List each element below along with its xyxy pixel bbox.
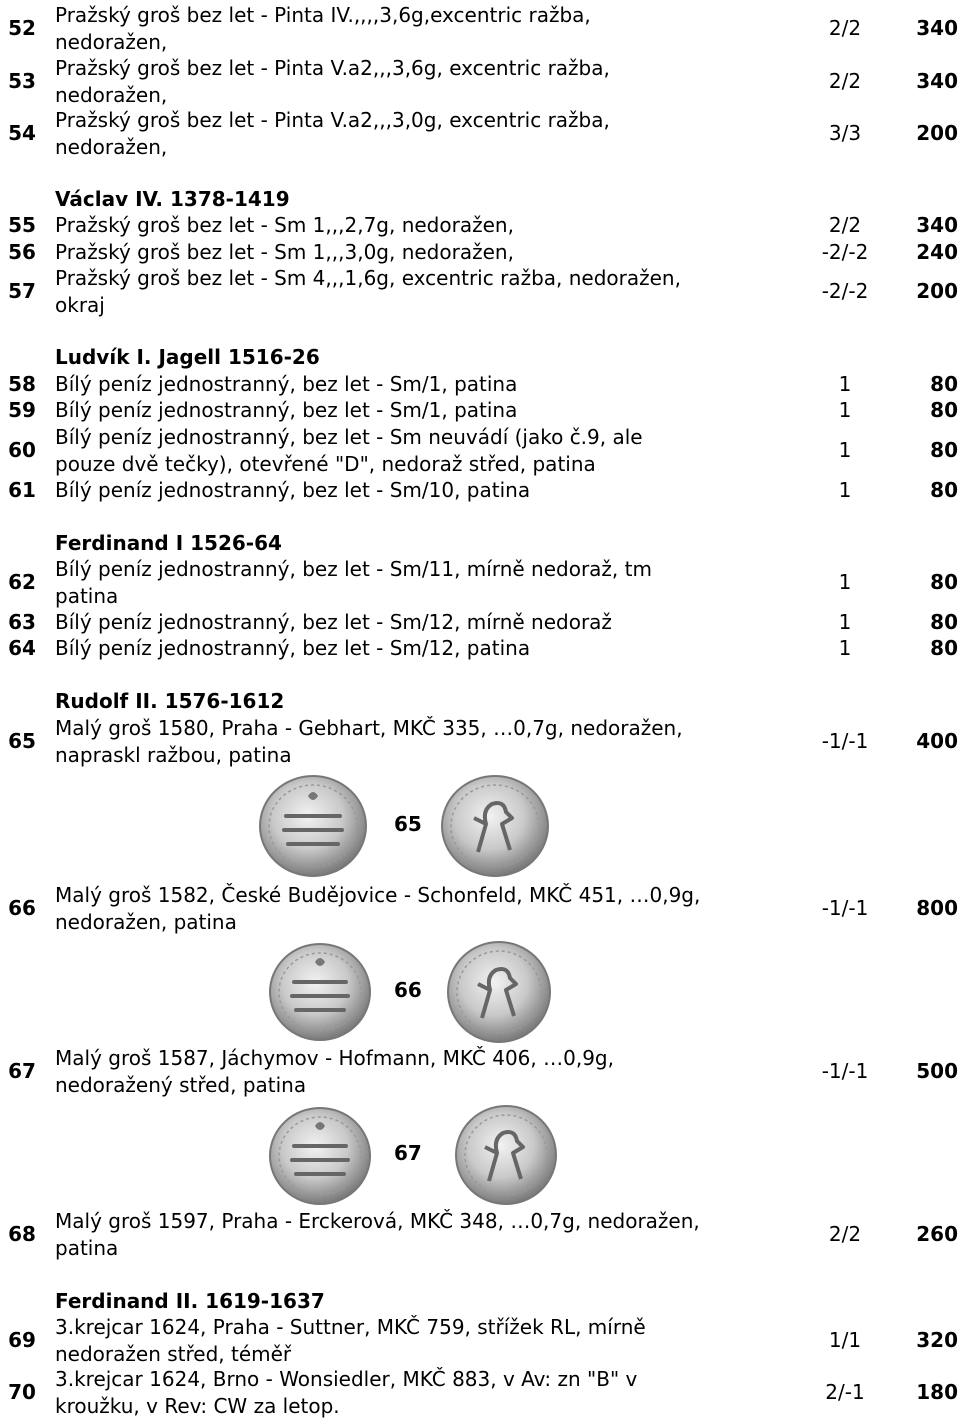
lot-grade: 2/-1 [825,1380,865,1404]
lot-number: 64 [8,636,36,660]
lot-number: 65 [8,729,36,753]
lot-number: 59 [8,398,36,422]
lot-description: Bílý peníz jednostranný, bez let - Sm/12, mírně nedoraž [55,610,612,634]
lot-price: 800 [916,896,958,920]
lot-grade: -1/-1 [821,1059,869,1083]
lot-number: 66 [8,896,36,920]
lot-grade: -1/-1 [821,729,869,753]
lot-description: Malý groš 1582, České Budějovice - Schonfeld, MKČ 451, …0,9g, nedoražen, patina [55,883,701,934]
section-heading-vaclav: Václav IV. 1378-1419 [55,187,290,211]
lot-price: 340 [916,16,958,40]
lot-number: 68 [8,1222,36,1246]
lot-description: Pražský groš bez let - Pinta V.a2,,,3,0g, excentric ražba, nedoražen, [55,108,610,159]
section-heading-ferdinand1: Ferdinand I 1526-64 [55,531,282,555]
lot-price: 180 [916,1380,958,1404]
lot-price: 80 [930,438,958,462]
lot-price: 340 [916,69,958,93]
lot-description: Pražský groš bez let - Sm 4,,,1,6g, excentric ražba, nedoražen, okraj [55,266,681,317]
lot-grade: 2/2 [828,213,862,237]
lot-number: 62 [8,570,36,594]
lot-price: 240 [916,240,958,264]
lot-grade: 1 [838,478,852,502]
lot-number: 67 [8,1059,36,1083]
lot-price: 200 [916,279,958,303]
lot-grade: -2/-2 [821,240,869,264]
lot-description: Bílý peníz jednostranný, bez let - Sm/11, mírně nedoraž, tm patina [55,557,652,608]
lot-grade: 2/2 [828,69,862,93]
lot-number: 53 [8,69,36,93]
lot-price: 400 [916,729,958,753]
lot-number: 61 [8,478,36,502]
photo-label: 67 [394,1141,422,1165]
lot-number: 55 [8,213,36,237]
lot-grade: 1 [838,610,852,634]
photo-label: 65 [394,812,422,836]
lot-price: 500 [916,1059,958,1083]
lot-description: Bílý peníz jednostranný, bez let - Sm/1, patina [55,372,518,396]
lot-grade: 1 [838,372,852,396]
lot-number: 52 [8,16,36,40]
lot-description: 3.krejcar 1624, Brno - Wonsiedler, MKČ 883, v Av: zn "B" v kroužku, v Rev: CW za letop. [55,1367,638,1418]
lot-price: 80 [930,398,958,422]
lot-price: 80 [930,570,958,594]
section-heading-ferdinand2: Ferdinand II. 1619-1637 [55,1289,325,1313]
lot-description: Pražský groš bez let - Sm 1,,,2,7g, nedoražen, [55,213,514,237]
lot-description: Malý groš 1597, Praha - Erckerová, MKČ 348, …0,7g, nedoražen, patina [55,1209,700,1260]
lot-price: 200 [916,121,958,145]
lot-number: 60 [8,438,36,462]
lot-description: Pražský groš bez let - Pinta V.a2,,,3,6g, excentric ražba, nedoražen, [55,56,610,107]
coin-reverse-icon [440,774,550,878]
lot-price: 320 [916,1328,958,1352]
lot-description: Bílý peníz jednostranný, bez let - Sm/12, patina [55,636,531,660]
lot-description: Pražský groš bez let - Sm 1,,,3,0g, nedoražen, [55,240,514,264]
lot-price: 340 [916,213,958,237]
lot-grade: -1/-1 [821,896,869,920]
lot-grade: 1/1 [828,1328,862,1352]
lot-description: Bílý peníz jednostranný, bez let - Sm/1, patina [55,398,518,422]
lot-number: 69 [8,1328,36,1352]
coin-reverse-icon [454,1104,558,1206]
lot-price: 80 [930,636,958,660]
lot-number: 63 [8,610,36,634]
lot-description: Malý groš 1587, Jáchymov - Hofmann, MKČ 406, …0,9g, nedoražený střed, patina [55,1046,614,1097]
lot-grade: 1 [838,570,852,594]
lot-price: 260 [916,1222,958,1246]
lot-price: 80 [930,610,958,634]
coin-reverse-icon [446,940,552,1044]
coin-obverse-icon [258,774,368,878]
lot-description: Malý groš 1580, Praha - Gebhart, MKČ 335, …0,7g, nedoražen, napraskl ražbou, patina [55,716,683,767]
lot-number: 54 [8,121,36,145]
lot-number: 56 [8,240,36,264]
section-heading-rudolf: Rudolf II. 1576-1612 [55,689,285,713]
lot-grade: 2/2 [828,16,862,40]
coin-obverse-icon [268,942,372,1042]
section-heading-ludvik: Ludvík I. Jagell 1516-26 [55,345,320,369]
lot-number: 70 [8,1380,36,1404]
lot-price: 80 [930,372,958,396]
lot-number: 57 [8,279,36,303]
lot-description: Pražský groš bez let - Pinta IV.,,,,3,6g,excentric ražba, nedoražen, [55,3,591,54]
lot-grade: 1 [838,636,852,660]
lot-grade: 2/2 [828,1222,862,1246]
coin-obverse-icon [268,1106,372,1206]
lot-description: Bílý peníz jednostranný, bez let - Sm/10, patina [55,478,531,502]
lot-grade: 1 [838,438,852,462]
lot-description: Bílý peníz jednostranný, bez let - Sm neuvádí (jako č.9, ale pouze dvě tečky), otevřené "D", nedoraž střed, patina [55,425,643,476]
lot-number: 58 [8,372,36,396]
lot-description: 3.krejcar 1624, Praha - Suttner, MKČ 759, střížek RL, mírně nedoražen střed, téměř [55,1315,646,1366]
lot-grade: 1 [838,398,852,422]
lot-price: 80 [930,478,958,502]
lot-grade: -2/-2 [821,279,869,303]
photo-label: 66 [394,978,422,1002]
lot-grade: 3/3 [828,121,862,145]
